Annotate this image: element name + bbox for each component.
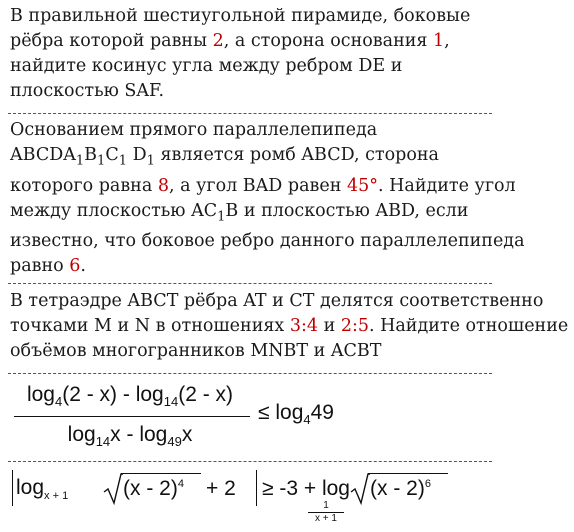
separator (8, 461, 492, 462)
fraction-bar (14, 416, 250, 417)
inequality-2-rhs: ≥ -3 + log (262, 477, 350, 500)
log-base-fraction: 1 x + 1 (308, 500, 344, 525)
inequality-1-denominator: $\log_{14}x - \log_{49}x$ (67, 423, 193, 450)
problem-1 (10, 4, 470, 104)
problem-1-line-4: плоскостью SAF. (10, 81, 165, 101)
base-value: 1 (433, 31, 445, 51)
radicand-2: (x - 2)$^6$ (370, 477, 431, 500)
problem-2-line-5: известно, что боковое ребро данного параллелепипеда (10, 231, 525, 251)
ratio-1: 3:4 (289, 316, 319, 336)
problem-2-line-6: равно 6. (10, 256, 86, 276)
problem-2-line-4: между плоскостью $AC_1B$ и плоскостью ABD, если (10, 200, 469, 224)
problem-2-line-2: $ABCDA_1B_1C_1$ $D_1$ является ромб ABCD, сторона (10, 145, 439, 169)
separator (8, 113, 492, 114)
inequality-1-rhs: ≤ $\log_449$ (258, 401, 334, 428)
absolute-value-bar-right (256, 470, 257, 506)
absolute-value-bar-left (12, 470, 13, 506)
inequality-2-lhs: $\log_{x + 1}$ (16, 476, 69, 503)
problem-3-line-2: точками M и N в отношениях 3:4 и 2:5. Найдите отношение (10, 316, 569, 336)
side-value: 8 (157, 175, 169, 196)
problem-1-line-1: В правильной шестиугольной пирамиде, боковые (10, 6, 471, 26)
problem-2 (10, 118, 525, 279)
edge-value: 2 (212, 31, 224, 51)
problem-2-line-1: Основанием прямого параллелепипеда (10, 120, 378, 140)
problem-3 (10, 289, 568, 364)
lateral-value: 6 (69, 256, 81, 276)
separator (8, 283, 492, 284)
problem-1-line-3: найдите косинус угла между ребром DE и (10, 56, 403, 76)
angle-value: 45° (346, 175, 378, 196)
inequality-1-numerator: $\log_4(2 - x) - \log_{14}(2 - x)$ (26, 383, 234, 410)
plus-two: + 2 (206, 477, 236, 500)
ratio-2: 2:5 (340, 316, 369, 336)
separator (8, 373, 492, 374)
radical-sign (103, 472, 123, 506)
problem-3-line-3: объёмов многогранников MNBT и ACBT (10, 341, 382, 361)
radical-overline (368, 473, 448, 474)
problem-2-line-3: которого равна 8, а угол BAD равен 45°. Найдите угол (10, 175, 516, 196)
radicand-1: (x - 2)$^4$ (123, 477, 184, 500)
radical-overline (121, 473, 201, 474)
problem-3-line-1: В тетраэдре ABCT рёбра AT и CT делятся соответственно (10, 291, 544, 311)
problem-1-line-2: рёбра которой равны 2, а сторона основания 1, (10, 31, 450, 51)
radical-sign (350, 472, 370, 506)
